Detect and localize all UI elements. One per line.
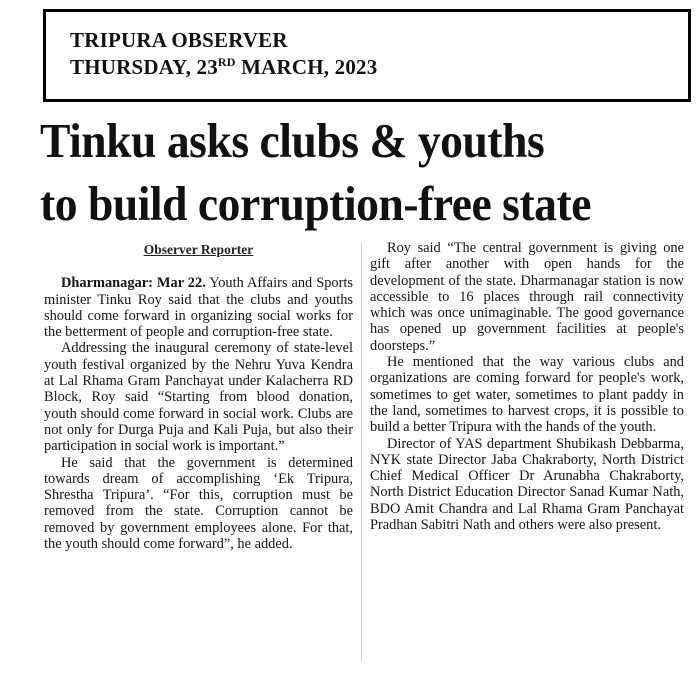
issue-date [70, 54, 688, 81]
masthead-box [43, 9, 691, 102]
article-paragraph: He mentioned that the way various clubs and organizations are coming forward for people's work, sometimes to get water, sometimes to plant paddy in the land, sometimes to harvest crops, it is possible to build a better Tripura with the hands of the youth. [370, 354, 684, 436]
issue-date-rest: MARCH, 2023 [235, 55, 378, 79]
column-divider [361, 243, 362, 661]
byline: Observer Reporter [143, 242, 254, 257]
article-column-right [370, 240, 684, 533]
headline-line-1: Tinku asks clubs & youths [40, 113, 545, 168]
paper-name: TRIPURA OBSERVER [70, 28, 288, 52]
issue-date-ordinal: RD [217, 55, 236, 69]
article-paragraph [44, 275, 353, 340]
article-paragraph: Addressing the inaugural ceremony of state-level youth festival organized by the Nehru Yuva Kendra at Lal Rhama Gram Panchayat under Kalacherra RD Block, Roy said “Starting from blood donation, youth should come forward in social work. Clubs are not only for Durga Puja and Kali Puja, but also their participation in social work is important.” [44, 340, 353, 455]
article-paragraph: Roy said “The central government is giving one gift after another with open hands for the development of the state. Dharmanagar station is now accessible to 16 places through rail connectivity which was once unimaginable. The good governance has opened up government facilities at people's doorsteps.” [370, 240, 684, 354]
article-paragraph: Director of YAS department Shubikash Debbarma, NYK state Director Jaba Chakraborty, North District Chief Medical Officer Dr Arunabha Chakraborty, North District Education Director Sanad Kumar Nath, BDO Amit Chandra and Lal Rhama Gram Panchayat Pradhan Sabitri Nath and others were also present. [370, 435, 684, 534]
headline [40, 109, 645, 235]
dateline: Dharmanagar: Mar 22. [61, 275, 206, 292]
headline-line-2: to build corruption-free state [40, 176, 591, 231]
issue-date-day: THURSDAY, 23 [70, 55, 218, 79]
article-paragraph: He said that the government is determined towards dream of accomplishing ‘Ek Tripura, Shrestha Tripura’. “For this, corruption must be removed from the state. Corruption cannot be removed by government employees alone. For that, the youth should come forward”, he added. [44, 454, 353, 553]
article-column-left [44, 240, 353, 552]
paragraph-text: Youth Affairs and Sports minister Tinku Roy said that the clubs and youths should come forward in organizing social works for the betterment of people and corruption-free state. [44, 275, 353, 341]
